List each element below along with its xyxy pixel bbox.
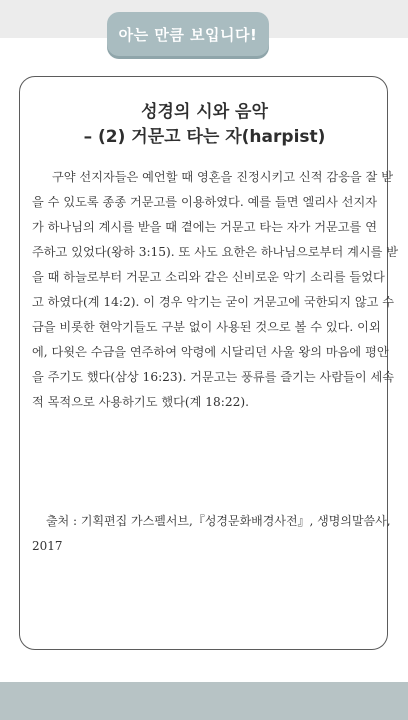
header-tab: 아는 만큼 보입니다!	[107, 12, 269, 56]
body-line: 고 하였다(계 14:2). 이 경우 악기는 굳이 거문고에 국한되지 않고 수	[32, 295, 395, 309]
body-line: 을 때 하늘로부터 거문고 소리와 같은 신비로운 악기 소리를 들었다	[32, 270, 385, 284]
body-line: 을 주기도 했다(삼상 16:23). 거문고는 풍류를 즐기는 사람들이 세속	[32, 370, 395, 384]
body-line: 구약 선지자들은 예언할 때 영혼을 진정시키고 신적 감응을 잘 받	[52, 170, 393, 184]
content-card	[19, 76, 399, 650]
body-line: 금을 비롯한 현악기들도 구분 없이 사용된 것으로 볼 수 있다. 이외	[32, 320, 381, 334]
body-line: 주하고 있었다(왕하 3:15). 또 사도 요한은 하나님으로부터 계시를 받	[32, 245, 399, 259]
body-line: 가 하나님의 계시를 받을 때 곁에는 거문고 타는 자가 거문고를 연	[32, 220, 377, 234]
body-line: 적 목적으로 사용하기도 했다(계 18:22).	[32, 395, 250, 409]
body-paragraph	[32, 165, 399, 415]
source-citation	[32, 509, 391, 559]
source-line: 출처 : 기획편집 가스펠서브,『성경문화배경사전』, 생명의말씀사,	[46, 514, 391, 528]
card-title: 성경의 시와 음악	[141, 102, 268, 122]
bottom-band	[0, 682, 408, 720]
body-line: 에, 다윗은 수금을 연주하여 악령에 시달리던 사울 왕의 마음에 평안	[32, 345, 389, 359]
body-line: 을 수 있도록 종종 거문고를 이용하였다. 예를 들면 엘리사 선지자	[32, 195, 377, 209]
card-subtitle: – (2) 거문고 타는 자(harpist)	[83, 127, 326, 147]
source-year: 2017	[32, 539, 63, 553]
